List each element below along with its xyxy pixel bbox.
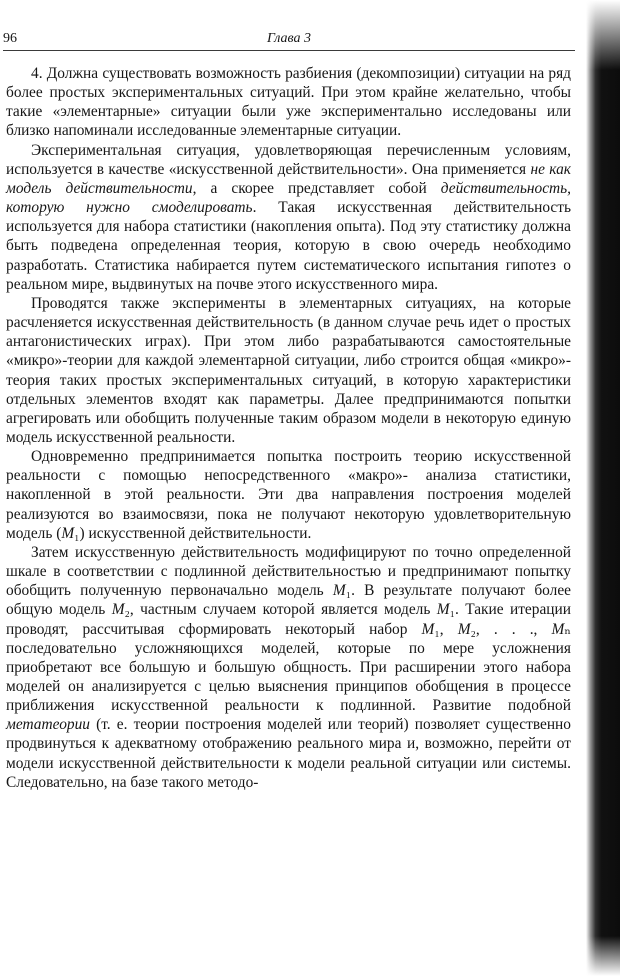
italic-run: M [61, 524, 75, 542]
italic-run: не как модель действительности [6, 160, 571, 197]
text-run: ₁ [74, 524, 80, 542]
text-run: (т. е. теории построения моделей или теорий) позволяет существенно продвинуться к адекватному отображению реального мира и, возможно, перейти от модели искусственной действительности к модели реальной ситуации или системы. Следовательно, на базе такого методо- [6, 716, 571, 791]
running-head: Глава 3 [267, 31, 311, 46]
text-run: ₁ [449, 601, 455, 619]
text-run: ) искусственной действительности. [79, 524, 312, 542]
italic-run: M [436, 601, 450, 619]
text-run: ₂ [124, 601, 130, 619]
scan-edge-fade-top [586, 0, 620, 70]
italic-run: M [457, 620, 471, 638]
scan-edge-fade-bottom [586, 936, 620, 976]
text-run: Затем искусственную действительность модифицируют по точно определенной шкале в соответствии с подлинной действительностью и предпринимают попытку обобщить полученную первоначально модель [6, 543, 571, 600]
paragraph-macro-analysis [6, 447, 571, 543]
italic-run: метатеории [6, 716, 90, 734]
text-run: . Такие итерации проводят, рассчитывая сформировать некоторый набор [6, 601, 572, 638]
text-run: ₙ [564, 620, 572, 638]
text-run: , [439, 620, 458, 638]
paragraph-elementary-experiments [6, 294, 571, 447]
italic-run: M [421, 620, 435, 638]
italic-run: M [332, 582, 346, 600]
paragraph-decomposition [6, 64, 571, 141]
text-run: . Такая искусственная действительность используется для набора статистики (накопления опыта). Под эту статистику должна быть подведена определенная теория, которую в свою очередь необходимо разработать. Статистика набирается путем систематического испытания гипотез о реальном мире, выдвинутых на почве этого искусственного мира. [6, 199, 571, 293]
text-run: последовательно усложняющихся моделей, которые по мере усложнения приобретают все большую и большую общность. При расширении этого набора моделей он анализируется с целью выяснения принципов обобщения в процессе приближения искусственной реальности к подлинной. Развитие подобной [6, 639, 571, 715]
page-header [3, 30, 575, 48]
scan-edge-shadow [586, 0, 620, 976]
italic-run: M [551, 620, 565, 638]
text-run: Экспериментальная ситуация, удовлетворяющая перечисленным условиям, используется в качестве «искусственной действительности». Она применяется [6, 141, 571, 178]
text-run: ₁ [345, 582, 352, 600]
page-number: 96 [3, 31, 17, 46]
text-run: Проводятся также эксперименты в элементарных ситуациях, на которые расчленяется искусственная действительность (в данном случае речь идет о простых антагонистических играх). При этом либо разрабатываются самостоятельные «микро»-теории для каждой элементарной ситуации, либо строится общая «микро»-теория таких простых экспериментальных ситуаций, в которую характеристики отдельных элементов входят как параметры. Далее предпринимаются попытки агрегировать или обобщить полученные таким образом модели в некоторую единую модель искусственной реальности. [6, 294, 571, 446]
italic-run: действительность, которую нужно смоделировать [6, 179, 571, 217]
italic-run: M [111, 601, 125, 619]
body-text [6, 64, 571, 792]
text-run: ₁ [434, 620, 440, 638]
paragraph-metatheory [6, 543, 571, 792]
text-run: , частным случаем которой является модель [129, 601, 437, 619]
paragraph-artificial-reality [6, 141, 571, 294]
text-run: ₂ [470, 620, 476, 638]
text-run: Одновременно предпринимается попытка построить теорию искусственной реальности с помощью непосредственного «макро»- анализа статистики, накопленной в этой реальности. Эти два направления построения моделей реализуются во взаимосвязи, пока не получают некоторую удовлетворительную модель ( [6, 448, 571, 542]
text-run: . В результате получают более общую модель [6, 582, 571, 619]
header-rule [3, 50, 575, 51]
text-run: 4. Должна существовать возможность разбиения (декомпозиции) ситуации на ряд более простых экспериментальных ситуаций. При этом крайне желательно, чтобы такие «элементарные» ситуации были уже экспериментально исследованы или близко напоминали исследованные элементарные ситуации. [6, 65, 571, 140]
text-run: , а скорее представляет собой [192, 179, 441, 197]
text-run: , . . ., [475, 620, 552, 638]
